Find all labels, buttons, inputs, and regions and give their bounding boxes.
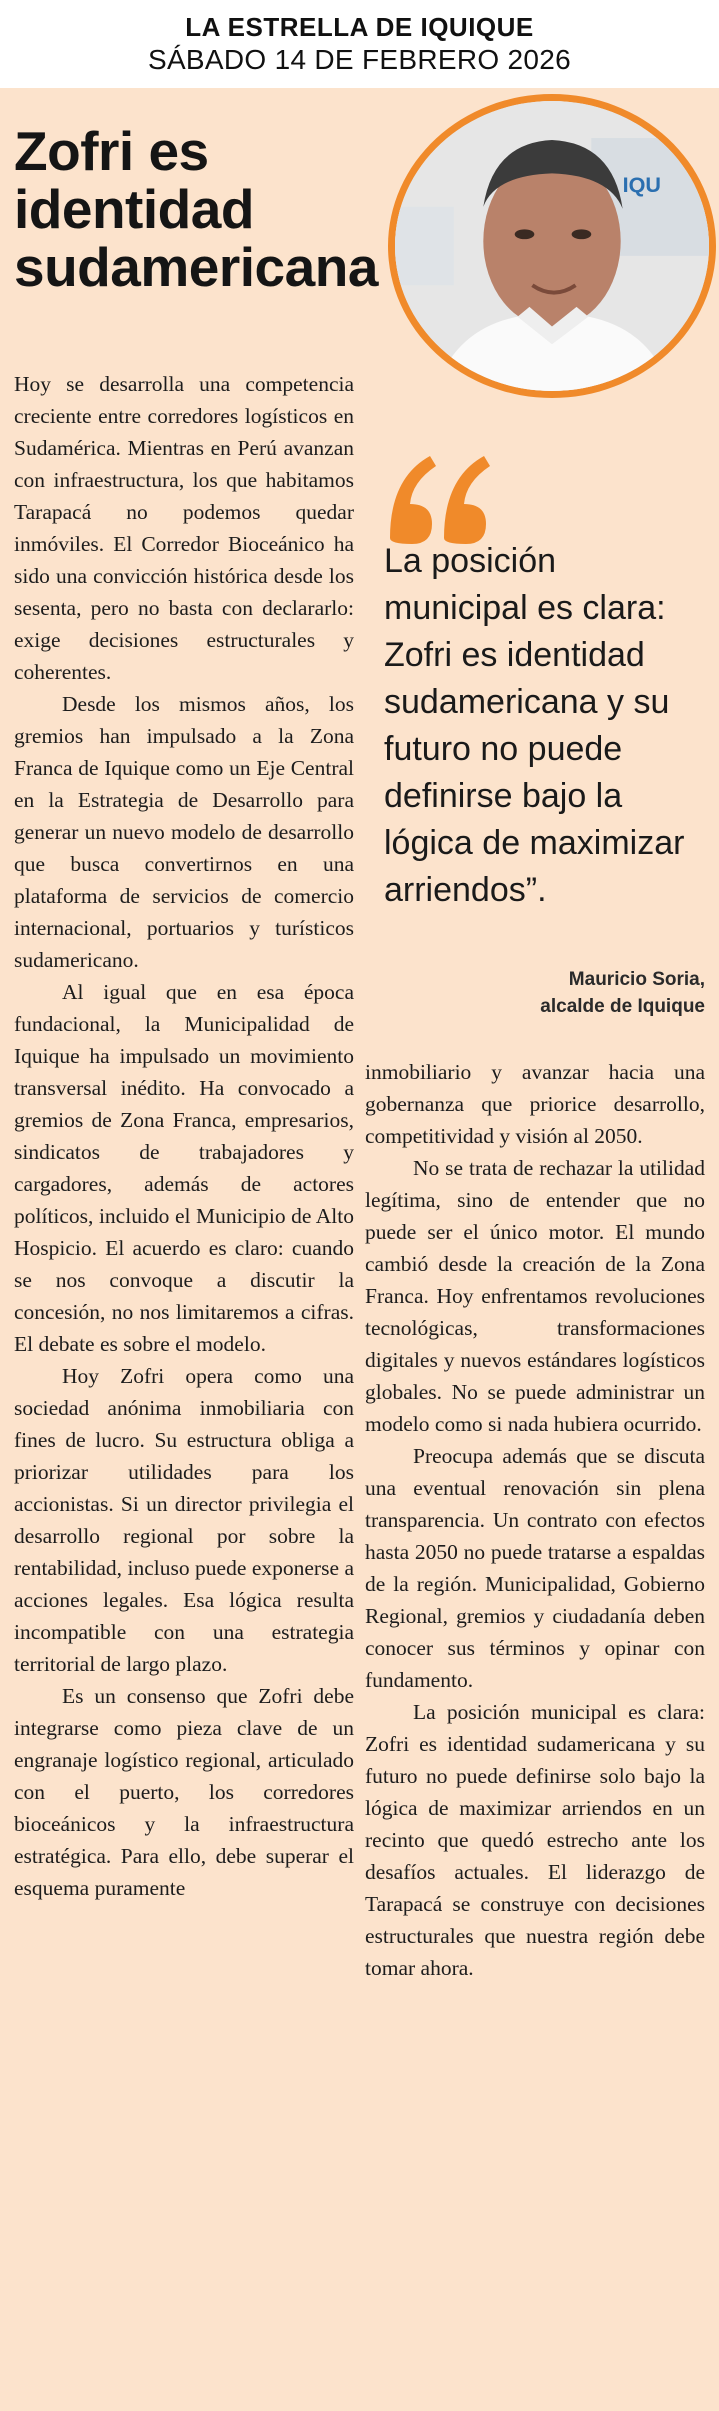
article-column-left [14,368,354,2388]
paragraph: Hoy Zofri opera como una sociedad anónima inmobiliaria con fines de lucro. Su estructura obliga a priorizar utilidades para los accionistas. Si un director privilegia el desarrollo regional por sobre la rentabilidad, incluso puede exponerse a acciones legales. Esa lógica resulta incompatible con una estrategia territorial de largo plazo. [14,1364,354,1676]
pull-quote: La posición municipal es clara: Zofri es identidad sudamericana y su futuro no puede definirse bajo la lógica de maximizar arriendos”. [384,542,685,909]
paragraph: inmobiliario y avanzar hacia una gobernanza que priorice desarrollo, competitividad y visión al 2050. [365,1060,705,1148]
quote-author-role: alcalde de Iquique [540,996,705,1017]
article-headline: Zofri es identidad sudamericana [14,120,378,298]
paragraph: La posición municipal es clara: Zofri es identidad sudamericana y su futuro no puede definirse solo bajo la lógica de maximizar arriendos en un recinto que quedó estrecho ante los desafíos actuales. El liderazgo de Tarapacá se construye con decisiones estructurales que nuestra región debe tomar ahora. [365,1700,705,1980]
person-portrait-icon [395,101,709,391]
paragraph: Preocupa además que se discuta una eventual renovación sin plena transparencia. Un contrato con efectos hasta 2050 no puede tratarse a espaldas de la región. Municipalidad, Gobierno Regional, gremios y ciudadanía deben conocer sus términos y opinar con fundamento. [365,1444,705,1692]
quote-attribution [405,966,705,1020]
opinion-article [0,88,719,2411]
article-column-right [365,1056,705,2386]
newspaper-name: LA ESTRELLA DE IQUIQUE [185,12,534,42]
publication-date: SÁBADO 14 DE FEBRERO 2026 [147,44,571,75]
paragraph: Hoy se desarrolla una competencia creciente entre corredores logísticos en Sudamérica. Mientras en Perú avanzan con infraestructura, los que habitamos Tarapacá no podemos quedar inmóviles. El Corredor Bioceánico ha sido una convicción histórica desde los sesenta, pero no basta con declararlo: exige decisiones estructurales y coherentes. [14,372,354,684]
page-header [0,0,719,88]
paragraph: Al igual que en esa época fundacional, la Municipalidad de Iquique ha impulsado un movimiento transversal inédito. Ha convocado a gremios de Zona Franca, empresarios, sindicatos de trabajadores y cargadores, además de actores políticos, incluido el Municipio de Alto Hospicio. El acuerdo es claro: cuando se nos convoque a discutir la concesión, no nos limitaremos a cifras. El debate es sobre el modelo. [14,980,354,1356]
paragraph: Es un consenso que Zofri debe integrarse como pieza clave de un engranaje logístico regional, articulado con el puerto, los corredores bioceánicos y la infraestructura estratégica. Para ello, debe superar el esquema puramente [14,1684,354,1900]
paragraph: Desde los mismos años, los gremios han impulsado a la Zona Franca de Iquique como un Eje Central en la Estrategia de Desarrollo para generar un nuevo modelo de desarrollo que busca convertirnos en una plataforma de servicios de comercio internacional, portuarios y turísticos sudamericano. [14,692,354,972]
svg-text:IQU: IQU [622,172,662,198]
author-photo [388,94,716,398]
paragraph: No se trata de rechazar la utilidad legítima, sino de entender que no puede ser el único motor. El mundo cambió desde la creación de la Zona Franca. Hoy enfrentamos revoluciones tecnológicas, transformaciones digitales y nuevos estándares logísticos globales. No se puede administrar un modelo como si nada hubiera ocurrido. [365,1156,705,1436]
quote-author-name: Mauricio Soria, [568,969,705,990]
